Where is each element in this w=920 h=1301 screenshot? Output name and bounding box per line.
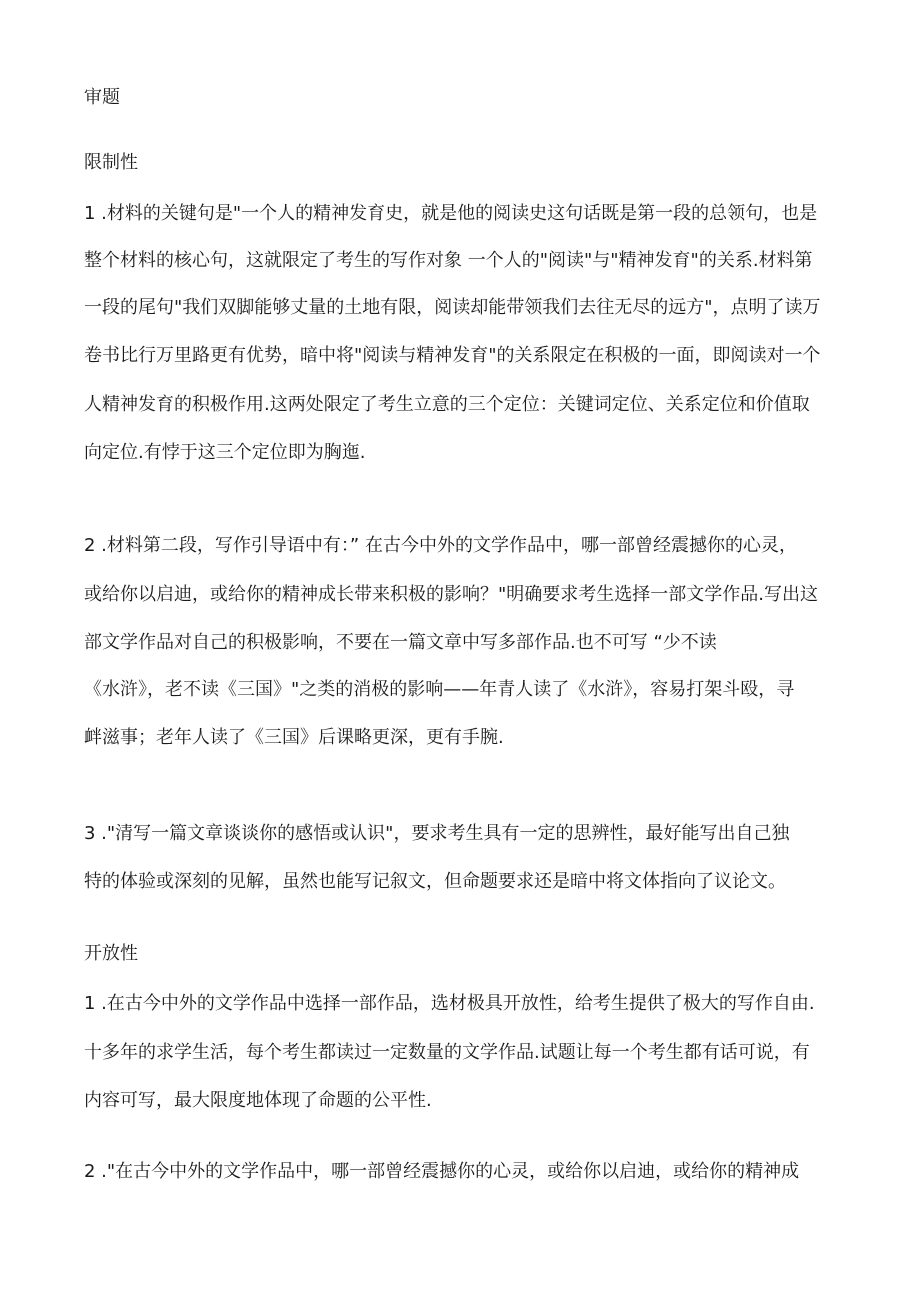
paragraph-line: 2 ."在古今中外的文学作品中，哪一部曾经震撼你的心灵，或给你以启迪，或给你的精神成 (84, 1161, 800, 1182)
paragraph-line: 一段的尾句"我们双脚能够丈量的土地有限，阅读却能带领我们去往无尽的远方"，点明了读万 (84, 297, 821, 318)
paragraph-line: 整个材料的核心句，这就限定了考生的写作对象 一个人的"阅读"与"精神发育"的关系.材料第 (84, 250, 813, 271)
paragraph-line: 卷书比行万里路更有优势，暗中将"阅读与精神发育"的关系限定在积极的一面，即阅读对一个 (84, 345, 821, 366)
section-heading-openness: 开放性 (84, 943, 138, 964)
paragraph-line: 内容可写，最大限度地体现了命题的公平性. (84, 1090, 432, 1111)
paragraph-line: 3 ."清写一篇文章谈谈你的感悟或认识"，要求考生具有一定的思辨性，最好能写出自己独 (84, 823, 790, 844)
paragraph-line: 2 .材料第二段，写作引导语中有：” 在古今中外的文学作品中，哪一部曾经震撼你的心灵， (84, 535, 797, 556)
paragraph-line: 或给你以启迪，或给你的精神成长带来积极的影响？"明确要求考生选择一部文学作品.写出这 (84, 584, 818, 605)
paragraph-line: 部文学作品对自己的积极影响，不要在一篇文章中写多部作品.也不可写 “少不读 (84, 632, 717, 653)
section-heading-restriction: 限制性 (84, 152, 138, 173)
paragraph-line: 向定位.有悖于这三个定位即为胸迤. (84, 442, 366, 463)
paragraph-line: 特的体验或深刻的见解，虽然也能写记叙文，但命题要求还是暗中将文体指向了议论文。 (84, 871, 786, 892)
paragraph-line: 《水浒》，老不读《三国》"之类的消极的影响——年青人读了《水浒》，容易打架斗殴，寻 (84, 679, 795, 700)
paragraph-line: 衅滋事；老年人读了《三国》后课略更深，更有手腕. (84, 727, 504, 748)
paragraph-line: 人精神发育的积极作用.这两处限定了考生立意的三个定位：关键词定位、关系定位和价值取 (84, 394, 810, 415)
paragraph-line: 十多年的求学生活，每个考生都读过一定数量的文学作品.试题让每一个考生都有话可说，有 (84, 1042, 810, 1063)
document-title: 审题 (84, 87, 120, 108)
paragraph-line: 1 .材料的关键句是"一个人的精神发育史，就是他的阅读史这句话既是第一段的总领句，也是 (84, 203, 818, 224)
paragraph-line: 1 .在古今中外的文学作品中选择一部作品，选材极具开放性，给考生提供了极大的写作自由. (84, 993, 815, 1014)
